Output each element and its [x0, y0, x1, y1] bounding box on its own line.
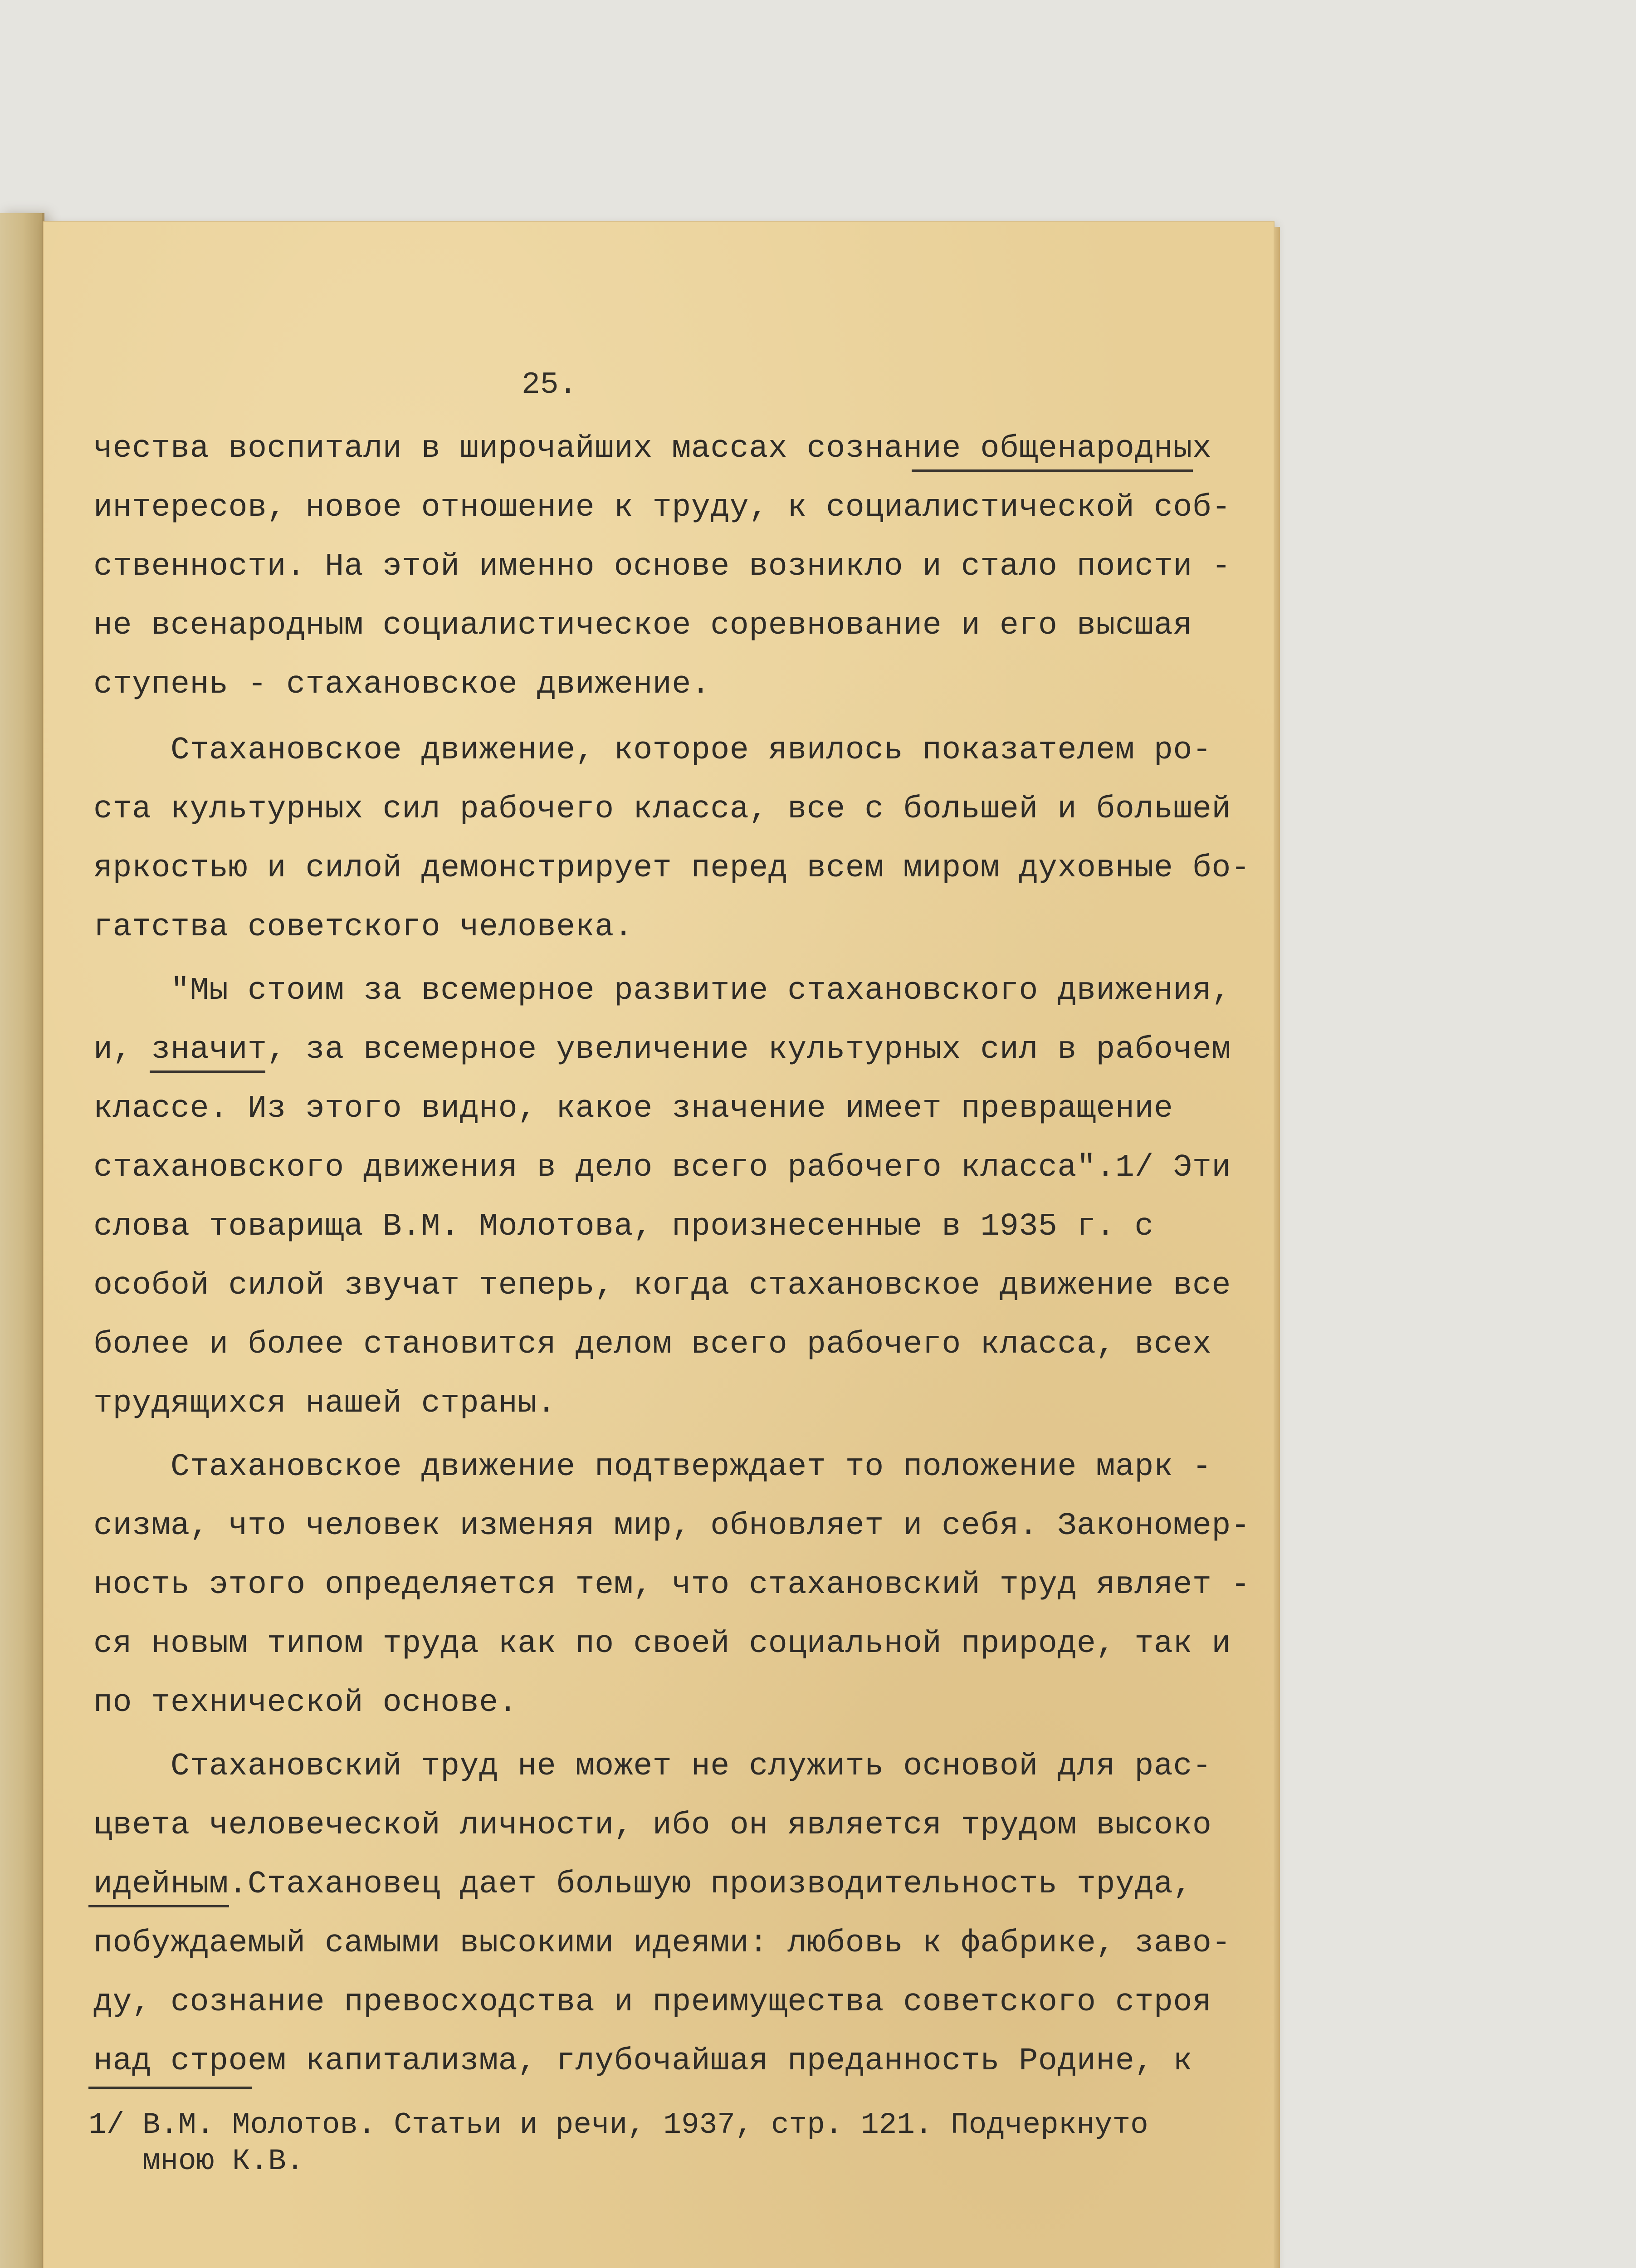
text-line: чества воспитали в широчайших массах сознание общенародных [93, 431, 1212, 467]
footnote-divider [88, 2087, 252, 2089]
text-line: яркостью и силой демонстрирует перед всем миром духовные бо- [93, 850, 1250, 886]
previous-page-edge [0, 213, 44, 2268]
underline-mark [150, 1070, 265, 1073]
text-line: побуждаемый самыми высокими идеями: любовь к фабрике, заво- [93, 1926, 1231, 1961]
text-line: ступень - стахановское движение. [93, 667, 711, 703]
text-line: по технической основе. [93, 1685, 518, 1721]
footnote-line: 1/ В.М. Молотов. Статьи и речи, 1937, стр. 121. Подчеркнуто [88, 2108, 1148, 2142]
footnote-line: мною К.В. [88, 2144, 304, 2178]
text-line: стахановского движения в дело всего рабочего класса".1/ Эти [93, 1150, 1231, 1186]
text-line: трудящихся нашей страны. [93, 1386, 557, 1422]
text-line: ду, сознание превосходства и преимущества советского строя [93, 1984, 1212, 2020]
text-line: "Мы стоим за всемерное развитие стахановского движения, [93, 973, 1231, 1009]
text-line: не всенародным социалистическое соревнование и его высшая [93, 608, 1192, 644]
text-line: цвета человеческой личности, ибо он является трудом высоко [93, 1808, 1212, 1843]
text-line: интересов, новое отношение к труду, к социалистической соб- [93, 490, 1231, 526]
underline-mark [912, 469, 1193, 472]
text-line: ста культурных сил рабочего класса, все с большей и большей [93, 792, 1231, 827]
text-line: Стахановское движение подтверждает то положение марк - [93, 1449, 1212, 1485]
text-line: Стахановское движение, которое явилось показателем ро- [93, 733, 1212, 768]
text-line: более и более становится делом всего рабочего класса, всех [93, 1327, 1212, 1363]
text-line: сизма, что человек изменяя мир, обновляет и себя. Закономер- [93, 1508, 1250, 1544]
text-line: и, значит, за всемерное увеличение культурных сил в рабочем [93, 1032, 1231, 1068]
text-line: Стахановский труд не может не служить основой для рас- [93, 1749, 1212, 1784]
underline-mark [88, 1905, 229, 1907]
text-line: слова товарища В.М. Молотова, произнесенные в 1935 г. с [93, 1209, 1154, 1245]
page-edge-shadow [1274, 227, 1280, 2268]
text-line: классе. Из этого видно, какое значение имеет превращение [93, 1091, 1173, 1127]
text-line: особой силой звучат теперь, когда стахановское движение все [93, 1268, 1231, 1304]
text-line: ственности. На этой именно основе возникло и стало поисти - [93, 549, 1231, 585]
text-line: гатства советского человека. [93, 909, 634, 945]
text-line: над строем капитализма, глубочайшая преданность Родине, к [93, 2043, 1192, 2079]
text-line: идейным.Стахановец дает большую производительность труда, [93, 1867, 1192, 1902]
page-number: 25. [522, 367, 577, 402]
text-line: ность этого определяется тем, что стахановский труд являет - [93, 1567, 1250, 1603]
text-line: ся новым типом труда как по своей социальной природе, так и [93, 1626, 1231, 1662]
